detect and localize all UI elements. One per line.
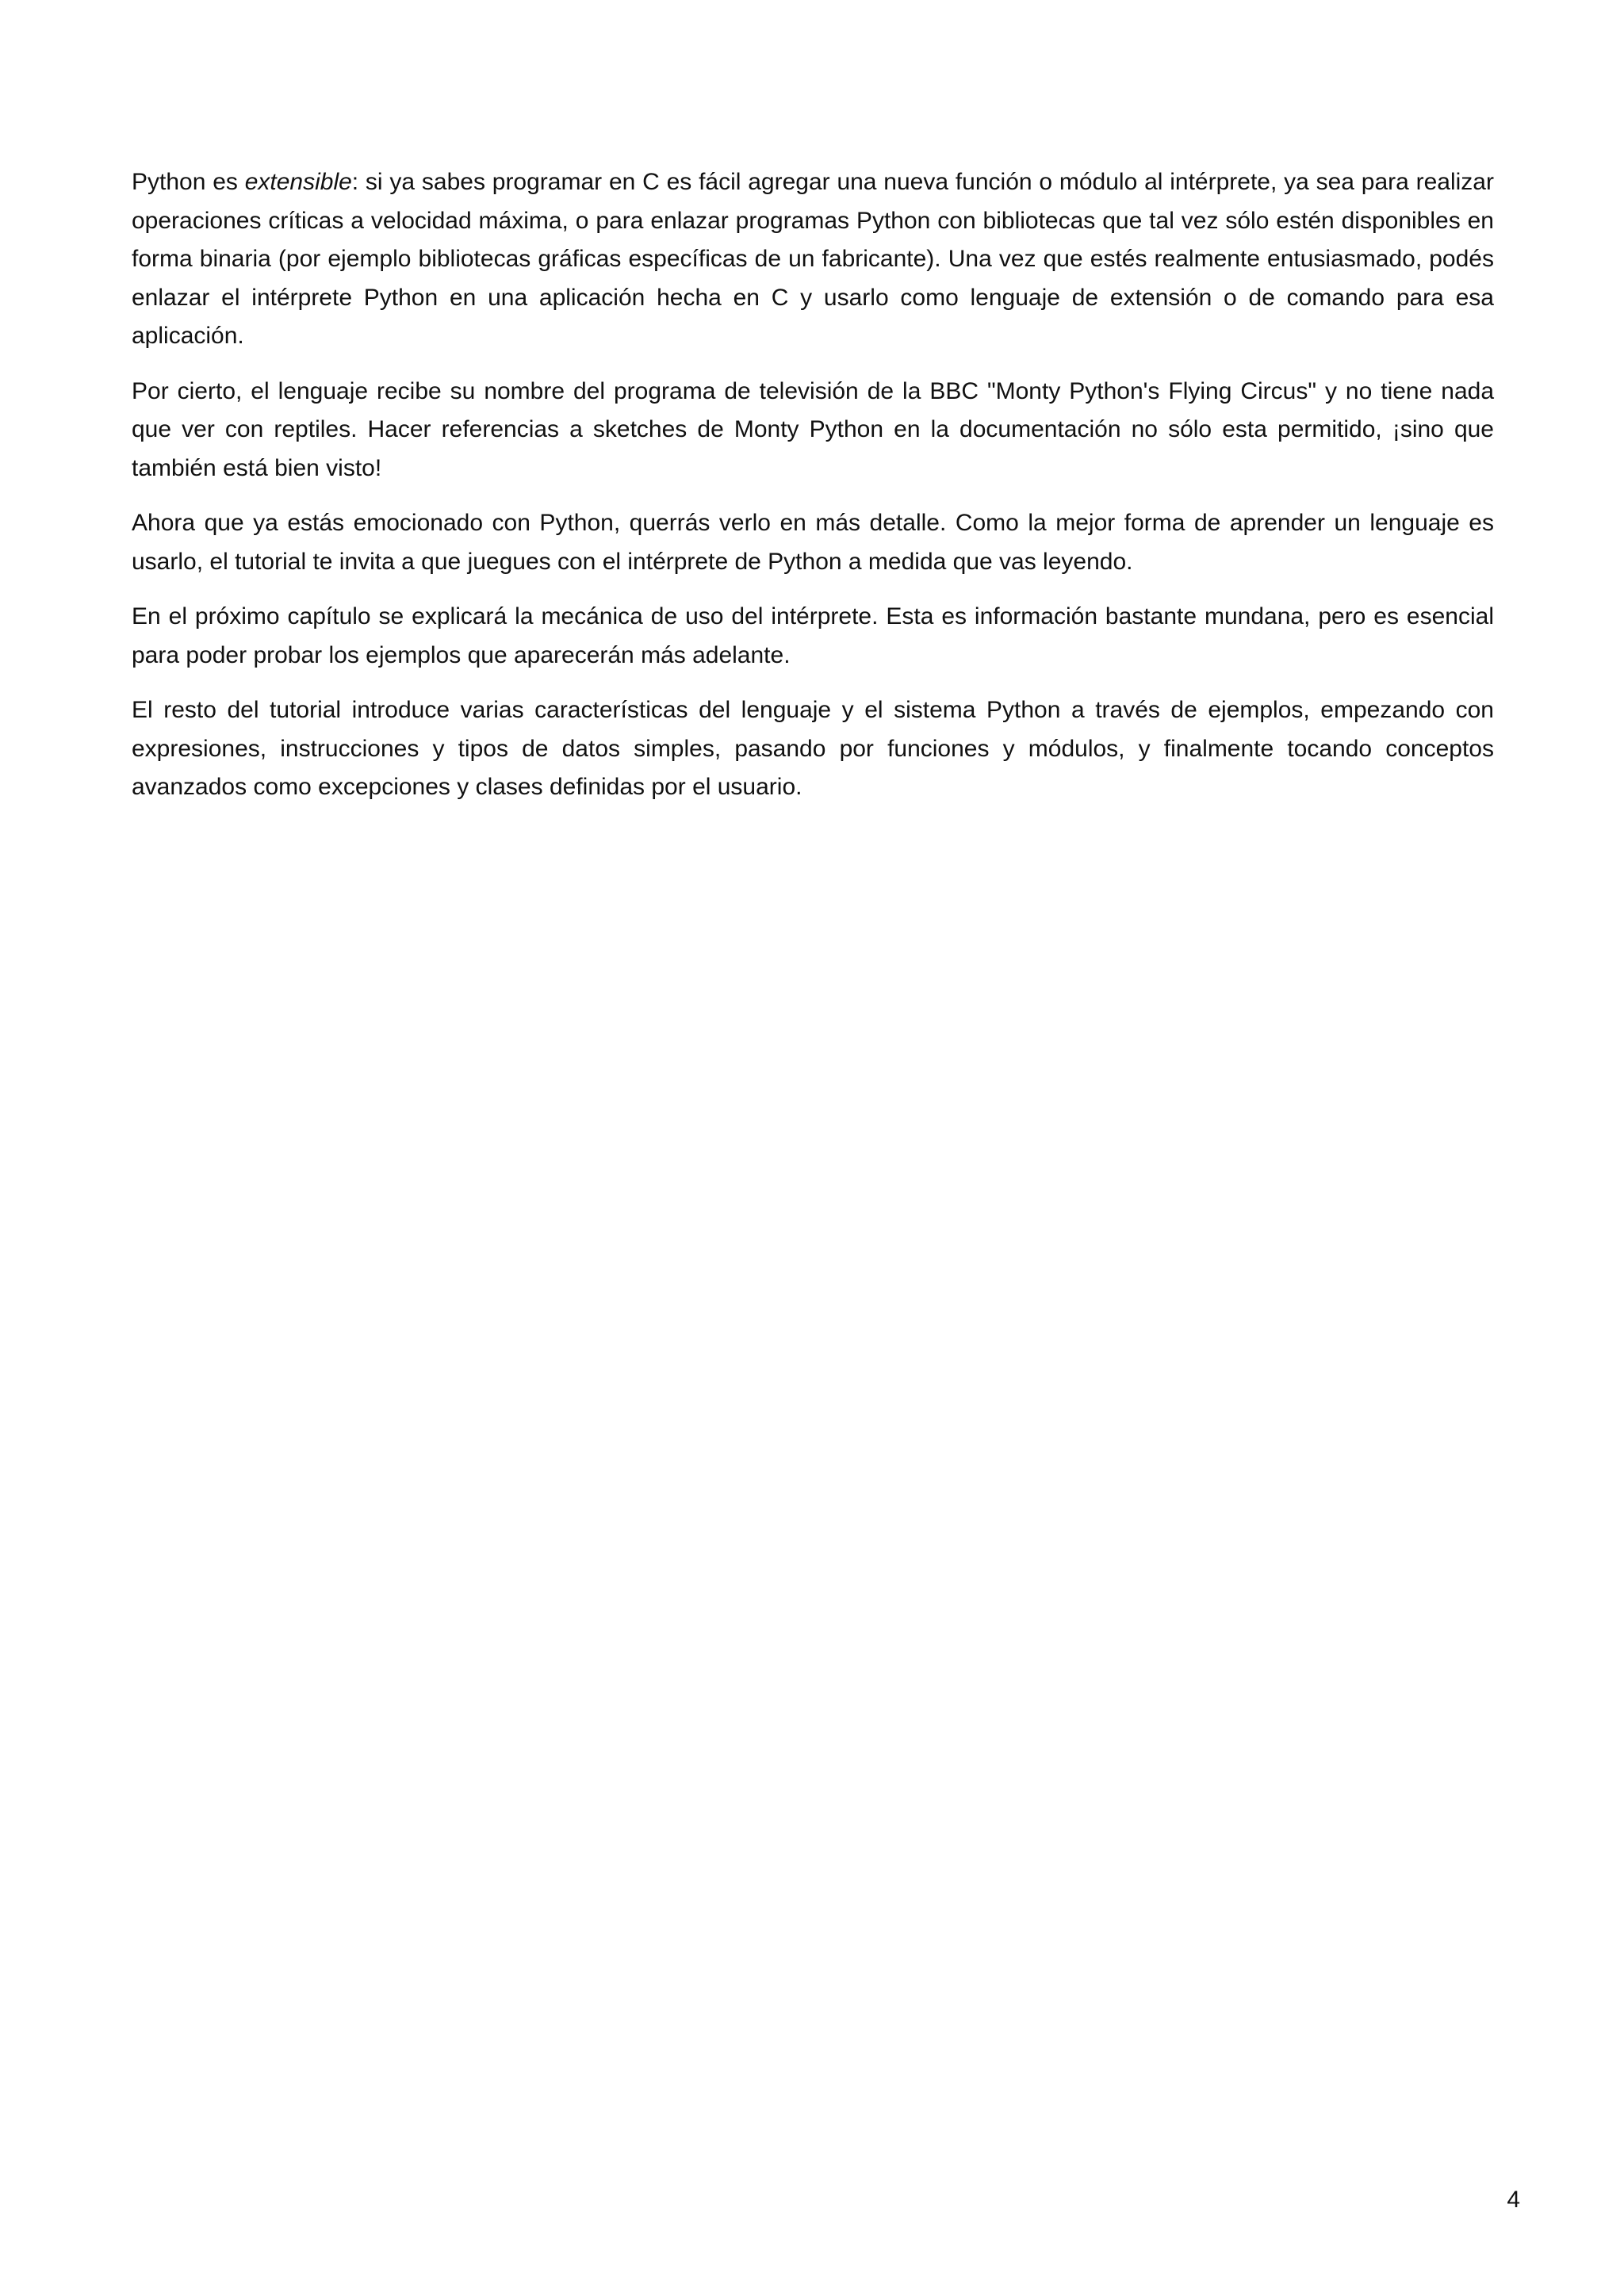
paragraph-name-origin: Por cierto, el lenguaje recibe su nombre del programa de televisión de la BBC "Monty Python's Flying Circus" y no tiene nada que ver con reptiles. Hacer referencias a sketches de Monty Python en la documentación no sólo esta permitido, ¡sino que también está bien visto! xyxy=(132,377,1494,481)
body-text xyxy=(132,163,1494,824)
paragraph-next-chapter: En el próximo capítulo se explicará la mecánica de uso del intérprete. Esta es información bastante mundana, pero es esencial para poder probar los ejemplos que aparecerán más adelante. xyxy=(132,603,1494,668)
paragraph-emphasis: extensible xyxy=(244,169,352,195)
page-number: 4 xyxy=(1507,2187,1520,2213)
paragraph-rest: : si ya sabes programar en C es fácil agregar una nueva función o módulo al intérprete, ya sea para realizar operaciones críticas a velocidad máxima, o para enlazar programas Python con bibliotecas que tal vez sólo estén disponibles en forma binaria (por ejemplo bibliotecas gráficas específicas de un fabricante). Una vez que estés realmente entusiasmado, podés enlazar el intérprete Python en una aplicación hecha en C y usarlo como lenguaje de extensión o de comando para esa aplicación. xyxy=(132,169,1494,349)
paragraph-learn-by-using: Ahora que ya estás emocionado con Python, querrás verlo en más detalle. Como la mejor forma de aprender un lenguaje es usarlo, el tutorial te invita a que juegues con el intérprete de Python a medida que vas leyendo. xyxy=(132,510,1494,575)
paragraph-extensible xyxy=(132,163,1494,356)
paragraph-lead: Python es xyxy=(132,169,245,195)
paragraph-rest-of-tutorial: El resto del tutorial introduce varias características del lenguaje y el sistema Python a través de ejemplos, empezando con expresiones, instrucciones y tipos de datos simples, pasando por funciones y módulos, y finalmente tocando conceptos avanzados como excepciones y clases definidas por el usuario. xyxy=(132,697,1494,800)
